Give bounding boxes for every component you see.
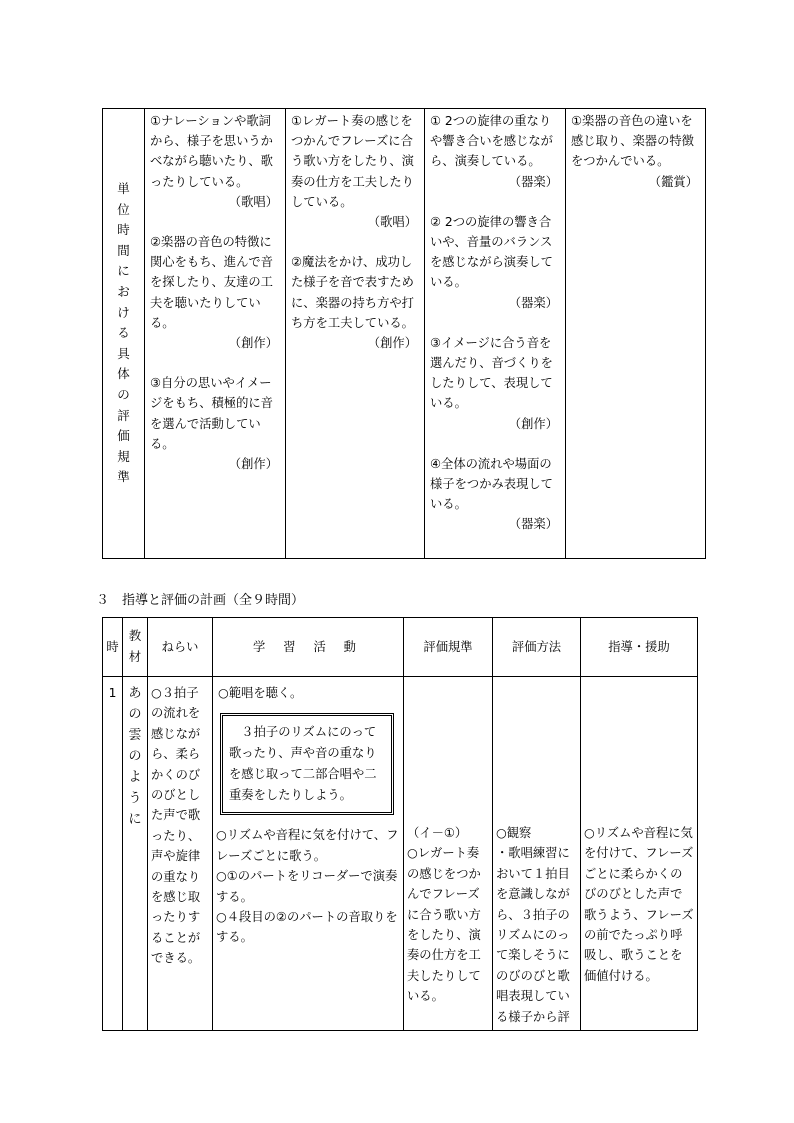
method-cell	[493, 677, 581, 1031]
evaluation-criteria-table	[102, 108, 706, 559]
row-header-label: 単位時間における具体の評価規準	[117, 181, 130, 485]
criteria-column-expression	[286, 109, 425, 559]
hour-cell: 1	[103, 677, 123, 1031]
criterion-tag: （創作）	[367, 336, 417, 351]
section-title: ３ 指導と評価の計画（全９時間）	[96, 593, 305, 608]
criterion-item: ③自分の思いやイメージをもち、積極的に音を選んで活動している。	[150, 376, 273, 451]
header-hour: 時	[103, 618, 123, 677]
criterion-tag: （創作）	[508, 416, 558, 431]
material-cell	[123, 677, 148, 1031]
lesson-goal-text: ３拍子のリズムにのって歌ったり、声や音の重なりを感じ取って二部合唱や二重奏をしたりしよう。	[229, 725, 377, 803]
criterion-item: ④全体の流れや場面の様子をつかみ表現している。	[430, 456, 553, 512]
header-method: 評価方法	[493, 618, 581, 677]
criterion-tag: （歌唱）	[367, 215, 417, 230]
criteria-text: ○レガート奏の感じをつかんでフレーズに合う歌い方をしたり、演奏の仕方を工夫したりしている。	[407, 846, 481, 1004]
header-activity: 学 習 活 動	[213, 618, 404, 677]
criteria-column-appreciation	[566, 109, 706, 559]
criteria-cell	[404, 677, 493, 1031]
method-text: ・歌唱練習において１拍目を意識しながら、３拍子のリズムにのって楽しそうにのびのびと歌唱表現している様子から評	[496, 846, 570, 1024]
method-head: ○観察	[496, 826, 532, 840]
material-title: あの雲のように	[128, 686, 142, 827]
criterion-item: ①ナレーションや歌詞から、様子を思いうかべながら聴いたり、歌ったりしている。	[150, 114, 273, 189]
header-material-label: 教材	[128, 628, 142, 664]
criterion-tag: （創作）	[228, 336, 278, 351]
lesson-plan-table	[102, 617, 698, 1031]
criterion-item: ② 2つの旋律の響き合いや、音量のバランスを感じながら演奏している。	[430, 214, 553, 290]
criterion-item: ②魔法をかけ、成功した様子を音で表すために、楽器の持ち方や打ち方を工夫している。	[291, 255, 414, 330]
criterion-item: ③イメージに合う音を選んだり、音づくりをしたりして、表現している。	[430, 335, 553, 411]
criteria-column-instrumental	[425, 109, 566, 559]
criterion-tag: （創作）	[228, 457, 278, 472]
criteria-row-header	[103, 109, 145, 559]
criterion-tag: （歌唱）	[228, 194, 278, 209]
criterion-tag: （器楽）	[508, 174, 558, 189]
activity-first: ○範唱を聴く。	[218, 686, 303, 700]
criterion-item: ①レガート奏の感じをつかんでフレーズに合う歌い方をしたり、演奏の仕方を工夫したりしている。	[291, 114, 414, 209]
criteria-ref: （イ－①）	[407, 826, 468, 840]
activity-item: ○リズムや音程に気を付けて、フレーズごとに歌う。	[216, 828, 399, 863]
lesson-goal-box	[220, 713, 394, 815]
criterion-item: ①楽器の音色の違いを感じ取り、楽器の特徴をつかんでいる。	[571, 114, 694, 169]
criteria-column-singing-creating	[145, 109, 286, 559]
activity-cell	[213, 677, 404, 1031]
criterion-tag: （器楽）	[508, 517, 558, 532]
table-row	[103, 677, 698, 1031]
header-material	[123, 618, 148, 677]
activity-item: ○①のパートをリコーダーで演奏する。	[216, 869, 398, 904]
header-criteria: 評価規準	[404, 618, 493, 677]
activity-item: ○４段目の②のパートの音取りをする。	[216, 910, 398, 945]
support-cell	[581, 677, 698, 1031]
table-header-row	[103, 618, 698, 677]
criterion-item: ②楽器の音色の特徴に関心をもち、進んで音を探したり、友達の工夫を聴いたりしている。	[150, 235, 273, 330]
aim-cell: ○３拍子の流れを感じながら、柔らかくのびのびとした声で歌ったり、声や旋律の重なりを感じ取ったりすることができる。	[148, 677, 213, 1031]
criterion-item: ① 2つの旋律の重なりや響き合いを感じながら、演奏している。	[430, 114, 553, 169]
criterion-tag: （鑑賞）	[648, 174, 698, 189]
criteria-row	[103, 109, 706, 559]
criterion-tag: （器楽）	[508, 295, 558, 310]
header-support: 指導・援助	[581, 618, 698, 677]
header-aim: ねらい	[148, 618, 213, 677]
support-text: ○リズムや音程に気を付けて、フレーズごとに柔らかくのびのびとした声で歌うよう、フレーズの前でたっぷり呼吸し、歌うことを価値付ける。	[584, 826, 694, 983]
